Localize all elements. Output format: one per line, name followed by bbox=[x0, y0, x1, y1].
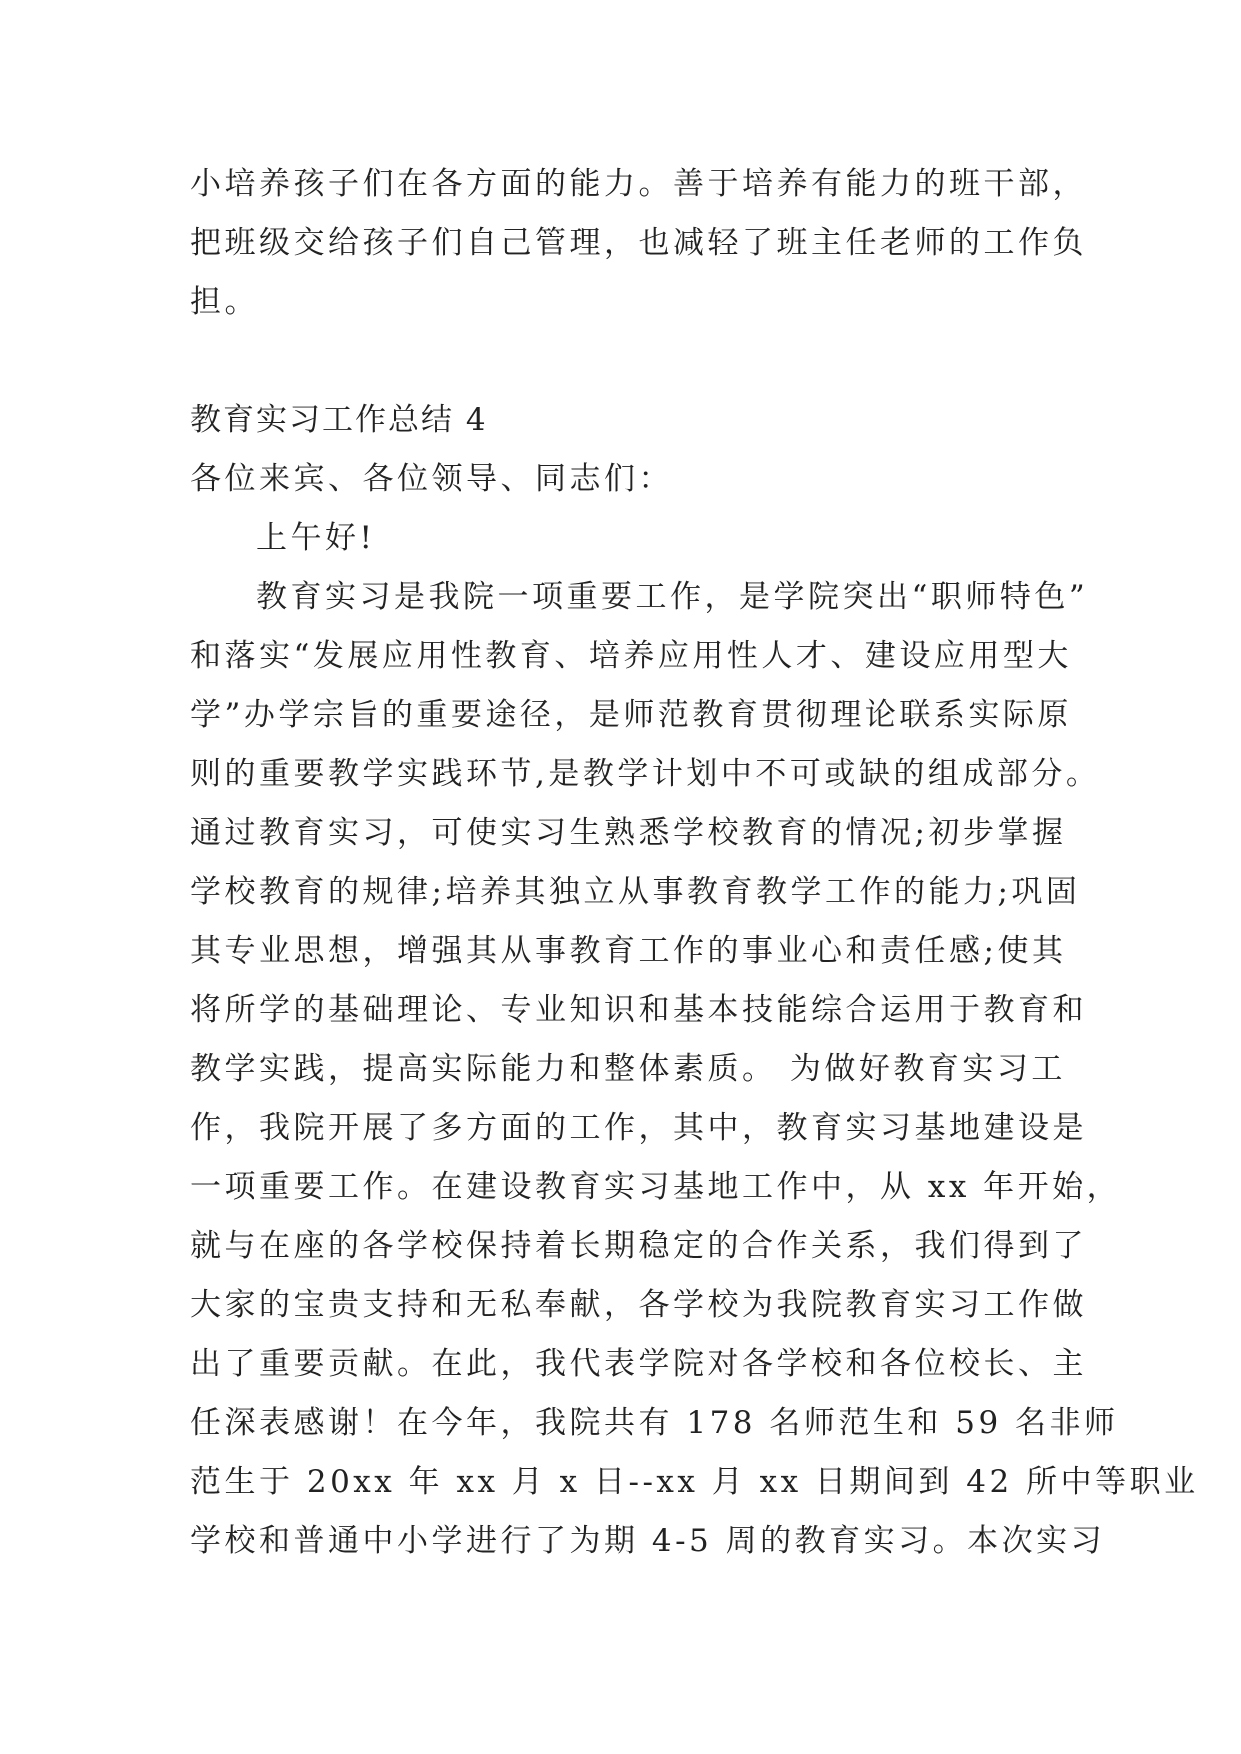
paragraph-line: 和落实“发展应用性教育、培养应用性人才、建设应用型大 bbox=[190, 638, 1072, 674]
paragraph-line: 一项重要工作。在建设教育实习基地工作中，从 xx 年开始， bbox=[190, 1169, 1122, 1205]
paragraph-line: 学”办学宗旨的重要途径，是师范教育贯彻理论联系实际原 bbox=[190, 697, 1072, 733]
paragraph-line: 任深表感谢！在今年，我院共有 178 名师范生和 59 名非师 bbox=[190, 1405, 1119, 1441]
paragraph-line: 就与在座的各学校保持着长期稳定的合作关系，我们得到了 bbox=[190, 1228, 1087, 1264]
salutation: 各位来宾、各位领导、同志们： bbox=[190, 461, 673, 497]
paragraph-line: 将所学的基础理论、专业知识和基本技能综合运用于教育和 bbox=[190, 992, 1087, 1028]
paragraph-line: 学校教育的规律;培养其独立从事教育教学工作的能力;巩固 bbox=[190, 874, 1081, 910]
paragraph-line: 作，我院开展了多方面的工作，其中，教育实习基地建设是 bbox=[190, 1110, 1087, 1146]
paragraph-line: 大家的宝贵支持和无私奉献，各学校为我院教育实习工作做 bbox=[190, 1287, 1087, 1323]
paragraph-line: 教学实践，提高实际能力和整体素质。 为做好教育实习工 bbox=[190, 1051, 1066, 1087]
greeting: 上午好! bbox=[256, 520, 376, 556]
paragraph-line: 把班级交给孩子们自己管理，也减轻了班主任老师的工作负 bbox=[190, 225, 1087, 261]
paragraph-line: 其专业思想，增强其从事教育工作的事业心和责任感;使其 bbox=[190, 933, 1067, 969]
section-title: 教育实习工作总结 4 bbox=[190, 402, 488, 438]
paragraph-line: 学校和普通中小学进行了为期 4-5 周的教育实习。本次实习 bbox=[190, 1523, 1106, 1559]
paragraph-line: 教育实习是我院一项重要工作，是学院突出“职师特色” bbox=[256, 579, 1089, 615]
paragraph-line: 出了重要贡献。在此，我代表学院对各学校和各位校长、主 bbox=[190, 1346, 1087, 1382]
paragraph-line: 通过教育实习，可使实习生熟悉学校教育的情况;初步掌握 bbox=[190, 815, 1067, 851]
paragraph-line: 则的重要教学实践环节,是教学计划中不可或缺的组成部分。 bbox=[190, 756, 1101, 792]
paragraph-line: 担。 bbox=[190, 284, 259, 320]
paragraph-line: 小培养孩子们在各方面的能力。善于培养有能力的班干部， bbox=[190, 166, 1087, 202]
paragraph-line: 范生于 20xx 年 xx 月 x 日--xx 月 xx 日期间到 42 所中等职业 bbox=[190, 1464, 1199, 1500]
